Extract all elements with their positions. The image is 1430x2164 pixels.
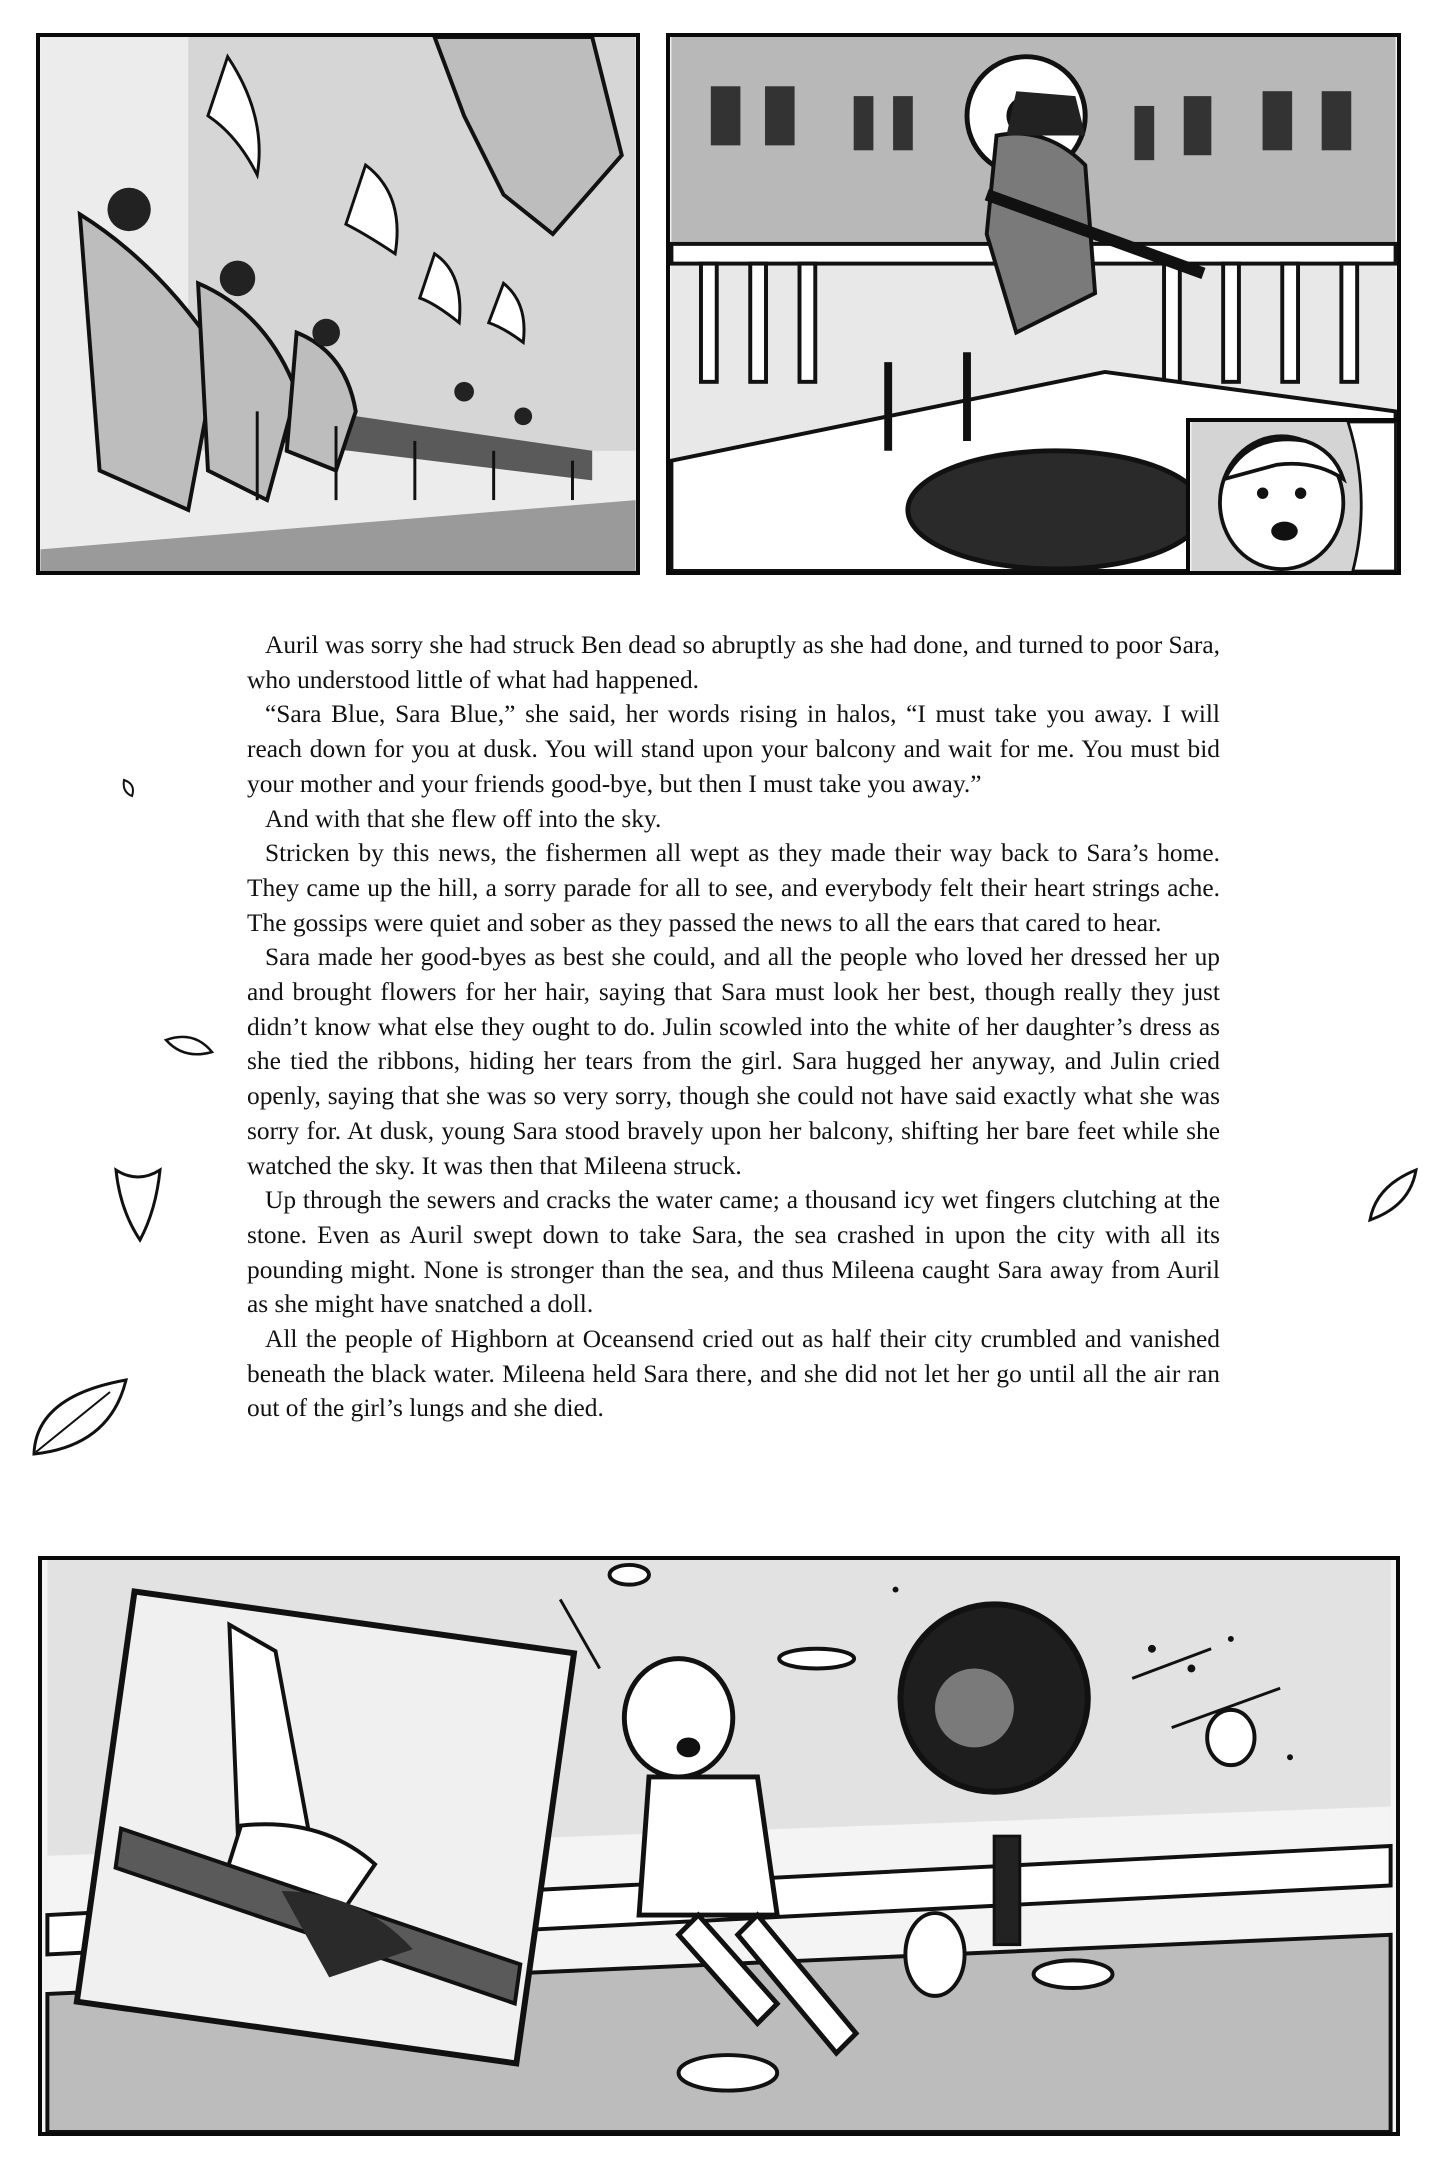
- story-text: [247, 628, 1220, 1426]
- leaf-icon: [112, 1164, 164, 1244]
- leaf-icon: [1366, 1166, 1420, 1224]
- sara-closeup-illustration: [1190, 422, 1397, 571]
- story-paragraph-6: Up through the sewers and cracks the water came; a thousand icy wet fingers clutching at the stone. Even as Auril swept down to take Sara, the sea crashed in upon the city with all its pounding might. None is stronger than the sea, and thus Mileena caught Sara away from Auril as she might have snatched a doll.: [247, 1186, 1220, 1319]
- story-paragraph-1: Auril was sorry she had struck Ben dead so abruptly as she had done, and turned to poor Sara, who understood little of what had happened.: [247, 631, 1220, 694]
- panel-banquet-hall: [36, 33, 640, 575]
- story-paragraph-4: Stricken by this news, the fishermen all wept as they made their way back to Sara’s home. They came up the hill, a sorry parade for all to see, and everybody felt their heart strings ache. The gossips were quiet and sober as they passed the news to all the ears that cared to hear.: [247, 839, 1220, 937]
- panel-sara-closeup: [1186, 418, 1401, 575]
- story-paragraph-5: Sara made her good-byes as best she could, and all the people who loved her dressed her up and brought flowers for her hair, saying that Sara must look her best, though really they just didn’t know what else they ought to do. Julin scowled into the white of her daughter’s dress as she tied the ribbons, hiding her tears from the girl. Sara hugged her anyway, and Julin cried openly, saying that she was so very sorry, though she could not have said exactly what she was sorry for. At dusk, young Sara stood bravely upon her balcony, shifting her bare feet while she watched the sky. It was then that Mileena struck.: [247, 943, 1220, 1180]
- story-paragraph-2: “Sara Blue, Sara Blue,” she said, her words rising in halos, “I must take you away. I will reach down for you at dusk. You will stand upon your balcony and wait for me. You must bid your mother and your friends good-bye, but then I must take you away.”: [247, 700, 1220, 798]
- panel-flood-scene: [38, 1556, 1400, 2136]
- story-paragraph-3: And with that she flew off into the sky.: [265, 804, 662, 833]
- banquet-hall-illustration: [40, 37, 636, 571]
- leaf-icon: [30, 1376, 130, 1460]
- story-paragraph-7: All the people of Highborn at Oceansend cried out as half their city crumbled and vanished beneath the black water. Mileena held Sara there, and she did not let her go until all the air ran out of the girl’s lungs and she died.: [247, 1325, 1220, 1423]
- leaf-icon: [120, 778, 140, 798]
- leaf-icon: [164, 1030, 214, 1064]
- flood-scene-illustration: [42, 1560, 1396, 2132]
